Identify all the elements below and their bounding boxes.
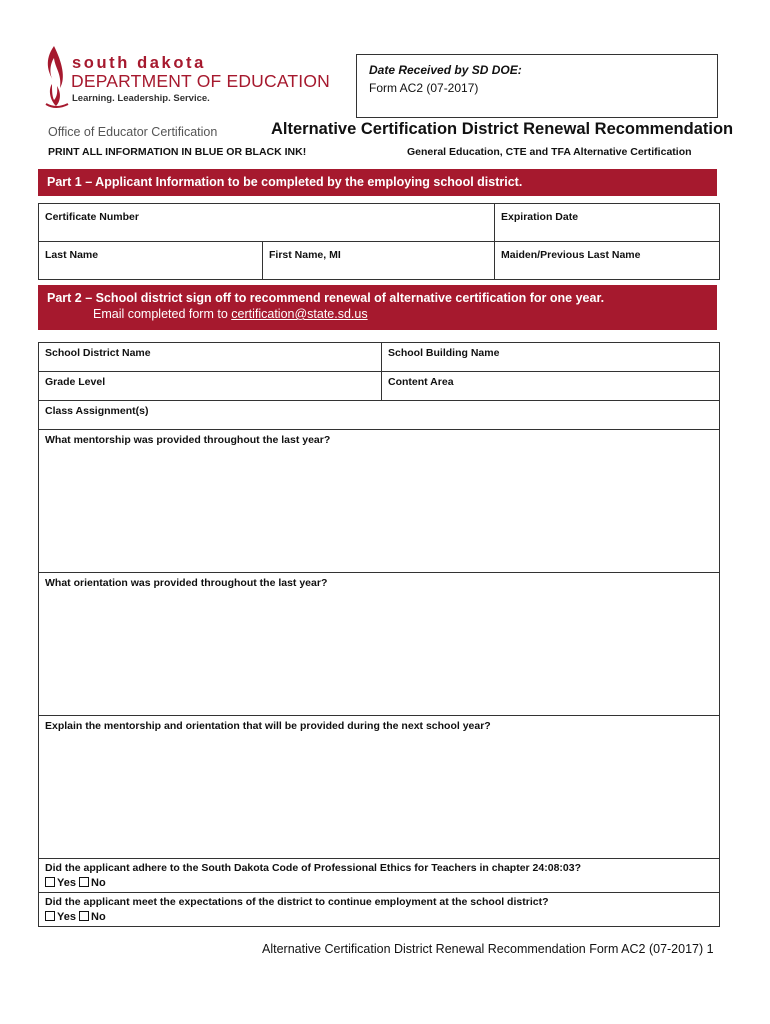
certificate-number-label: Certificate Number <box>45 211 139 223</box>
logo-line2: DEPARTMENT OF EDUCATION <box>71 71 331 91</box>
last-name-label: Last Name <box>45 249 99 261</box>
form-subtitle: General Education, CTE and TFA Alternative Certification <box>407 146 692 158</box>
school-district-field[interactable] <box>39 343 382 372</box>
first-name-field[interactable] <box>263 242 495 280</box>
date-received-box[interactable] <box>356 54 718 118</box>
content-area-label: Content Area <box>388 376 454 388</box>
ethics-no-label: No <box>91 877 106 889</box>
date-received-label: Date Received by SD DOE: <box>369 63 522 77</box>
next-year-field[interactable] <box>39 716 720 859</box>
print-note: PRINT ALL INFORMATION IN BLUE OR BLACK INK! <box>48 146 307 158</box>
content-area-field[interactable] <box>382 372 720 401</box>
email-link[interactable]: certification@state.sd.us <box>231 307 368 321</box>
expectations-question: Did the applicant meet the expectations of the district to continue employment at the school district? <box>45 896 549 908</box>
maiden-name-label: Maiden/Previous Last Name <box>501 249 641 261</box>
expectations-question-cell <box>39 893 720 927</box>
expiration-date-label: Expiration Date <box>501 211 579 223</box>
school-district-label: School District Name <box>45 347 151 359</box>
ethics-yes-checkbox[interactable] <box>45 877 55 887</box>
orientation-field[interactable] <box>39 573 720 716</box>
expectations-yes-checkbox[interactable] <box>45 911 55 921</box>
mentorship-field[interactable] <box>39 430 720 573</box>
logo-line1: south dakota <box>72 54 206 72</box>
expectations-yes-label: Yes <box>57 911 76 923</box>
form-title: Alternative Certification District Renewal Recommendation <box>271 120 734 138</box>
last-name-field[interactable] <box>39 242 263 280</box>
applicant-info-table <box>38 203 720 280</box>
office-name: Office of Educator Certification <box>48 125 218 139</box>
next-year-question: Explain the mentorship and orientation that will be provided during the next school year? <box>45 720 491 732</box>
ethics-question: Did the applicant adhere to the South Dakota Code of Professional Ethics for Teachers in chapter 24:08:03? <box>45 862 582 874</box>
grade-level-field[interactable] <box>39 372 382 401</box>
first-name-label: First Name, MI <box>269 249 341 261</box>
part2-heading <box>38 285 717 330</box>
ethics-no-checkbox[interactable] <box>79 877 89 887</box>
part2-heading-text: Part 2 – School district sign off to recommend renewal of alternative certification for one year. <box>47 291 605 305</box>
email-prefix: Email completed form to <box>93 307 232 321</box>
form-code: Form AC2 (07-2017) <box>369 81 479 95</box>
logo-tagline: Learning. Leadership. Service. <box>72 93 210 104</box>
certificate-number-field[interactable] <box>39 204 495 242</box>
school-building-field[interactable] <box>382 343 720 372</box>
mentorship-question: What mentorship was provided throughout the last year? <box>45 434 331 446</box>
school-building-label: School Building Name <box>388 347 500 359</box>
orientation-question: What orientation was provided throughout the last year? <box>45 577 328 589</box>
expectations-options <box>45 911 713 923</box>
page-footer: Alternative Certification District Renewal Recommendation Form AC2 (07-2017) 1 <box>262 942 714 956</box>
expectations-no-label: No <box>91 911 106 923</box>
ethics-options <box>45 877 713 889</box>
ethics-yes-label: Yes <box>57 877 76 889</box>
ethics-question-cell <box>39 859 720 893</box>
part1-heading: Part 1 – Applicant Information to be completed by the employing school district. <box>38 169 717 196</box>
expectations-no-checkbox[interactable] <box>79 911 89 921</box>
class-assignment-label: Class Assignment(s) <box>45 405 149 417</box>
email-instruction <box>47 307 708 321</box>
maiden-name-field[interactable] <box>495 242 720 280</box>
expiration-date-field[interactable] <box>495 204 720 242</box>
class-assignment-field[interactable] <box>39 401 720 430</box>
grade-level-label: Grade Level <box>45 376 106 388</box>
district-signoff-table <box>38 342 720 927</box>
